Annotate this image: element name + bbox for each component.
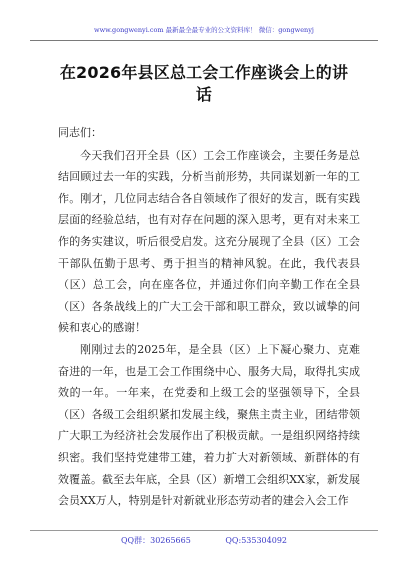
footer-divider [30, 530, 378, 531]
document-body [58, 122, 360, 512]
footer-qq-group: QQ群：30265665 [120, 536, 191, 545]
greeting: 同志们： [58, 126, 102, 139]
page-footer [0, 536, 408, 546]
footer-qq: QQ:535304092 [225, 536, 287, 545]
paragraph-1: 今天我们召开全县（区）工会工作座谈会，主要任务是总结回顾过去一年的实践，分析当前形势，共同谋划新一年的工作。刚才，几位同志结合各自领域作了很好的发言，既有实践层面的经验总结，也有对存在问题的深入思考，更有对未来工作的务实建议，听后很受启发。这充分展现了全县（区）工会干部队伍勤于思考、勇于担当的精神风貌。在此，我代表县（区）总工会，向在座各位，并通过你们向辛勤工作在全县（区）各条战线上的广大工会干部和职工群众，致以诚挚的问候和衷心的感谢！ [58, 148, 360, 335]
paragraph-2: 刚刚过去的2025年，是全县（区）上下凝心聚力、克难奋进的一年，也是工会工作围绕中心、服务大局，取得扎实成效的一年。一年来，在党委和上级工会的坚强领导下，全县（区）各级工会组织紧扣发展主线，聚焦主责主业，团结带领广大职工为经济社会发展作出了积极贡献。一是组织网络持续织密。我们坚持党建带工建，着力扩大对新领域、新群体的有效覆盖。截至去年底，全县（区）新增工会组织XX家，新发展会员XX万人，特别是针对新就业形态劳动者的建会入会工作 [58, 342, 360, 508]
page-header-text: www.gongwenyi.com 最新最全最专业的公文资料库！ 微信：gongwenyj [94, 26, 314, 34]
header-divider [30, 40, 378, 41]
document-title: 在2026年县区总工会工作座谈会上的讲话 [59, 63, 349, 104]
